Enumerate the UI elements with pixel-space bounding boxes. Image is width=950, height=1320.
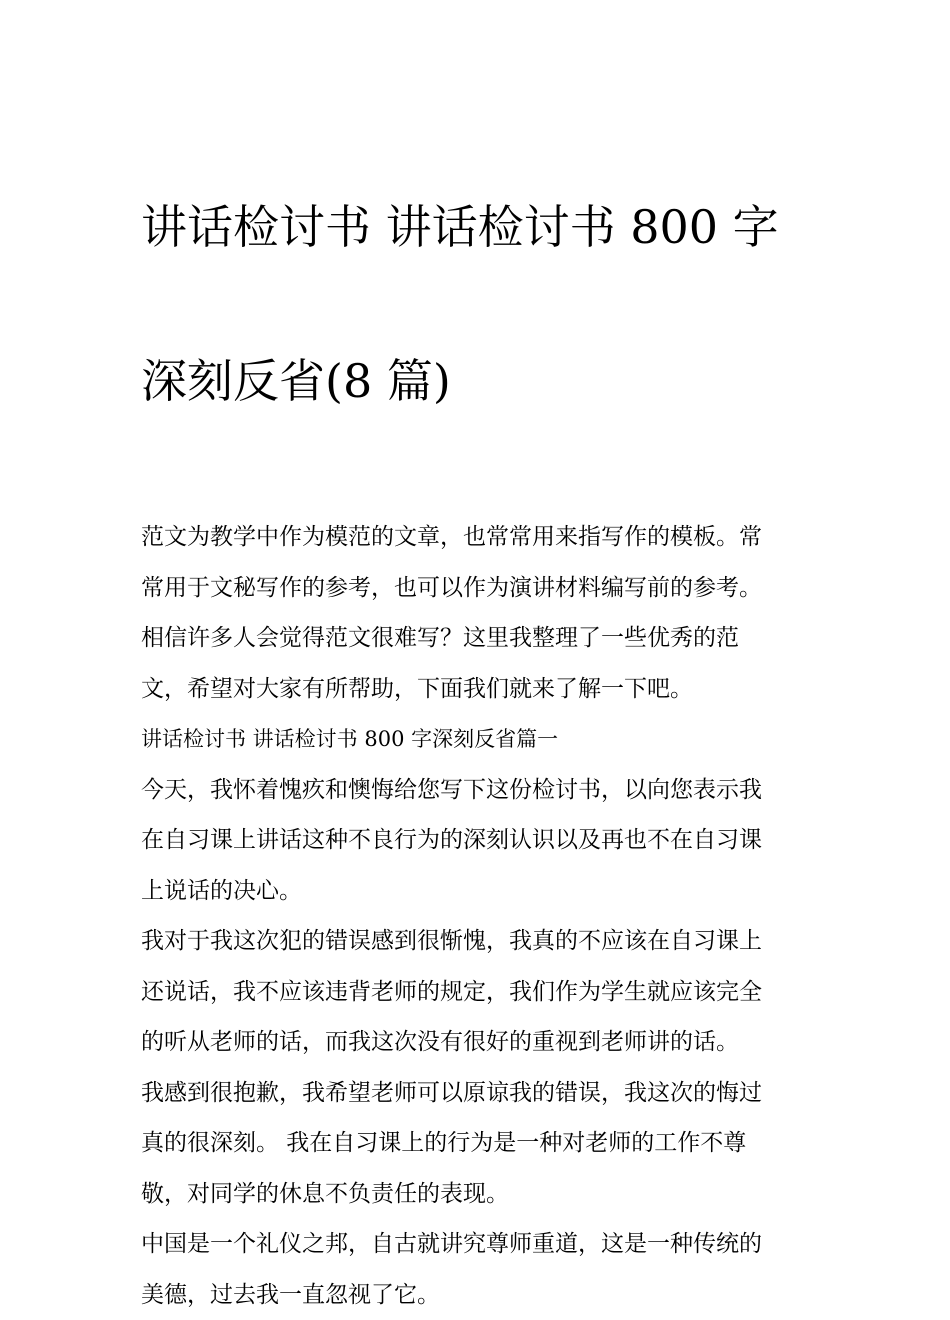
- intro-line: 文，希望对大家有所帮助，下面我们就来了解一下吧。: [141, 664, 813, 715]
- paragraph-line: 真的很深刻。 我在自习课上的行为是一种对老师的工作不尊: [141, 1118, 813, 1169]
- body-paragraph: [141, 1219, 813, 1320]
- paragraph-line: 我感到很抱歉，我希望老师可以原谅我的错误，我这次的悔过: [141, 1068, 813, 1119]
- paragraph-line: 在自习课上讲话这种不良行为的深刻认识以及再也不在自习课: [141, 815, 813, 866]
- paragraph-line: 敬，对同学的休息不负责任的表现。: [141, 1169, 813, 1220]
- paragraph-line: 今天，我怀着愧疚和懊悔给您写下这份检讨书，以向您表示我: [141, 765, 813, 816]
- paragraph-line: 美德，过去我一直忽视了它。: [141, 1270, 813, 1320]
- intro-line: 范文为教学中作为模范的文章，也常常用来指写作的模板。常: [141, 512, 813, 563]
- document-title: [141, 112, 813, 497]
- paragraph-line: 的听从老师的话，而我这次没有很好的重视到老师讲的话。: [141, 1017, 813, 1068]
- title-line: 深刻反省(8 篇): [141, 343, 813, 420]
- paragraph-line: 还说话，我不应该违背老师的规定，我们作为学生就应该完全: [141, 967, 813, 1018]
- paragraph-line: 中国是一个礼仪之邦，自古就讲究尊师重道，这是一种传统的: [141, 1219, 813, 1270]
- intro-paragraph: [141, 512, 813, 714]
- body-paragraph: [141, 916, 813, 1068]
- paragraph-line: 上说话的决心。: [141, 866, 813, 917]
- intro-line: 相信许多人会觉得范文很难写？这里我整理了一些优秀的范: [141, 613, 813, 664]
- paragraph-line: 我对于我这次犯的错误感到很惭愧，我真的不应该在自习课上: [141, 916, 813, 967]
- intro-line: 常用于文秘写作的参考，也可以作为演讲材料编写前的参考。: [141, 563, 813, 614]
- section-heading: 讲话检讨书 讲话检讨书 800 字深刻反省篇一: [141, 714, 813, 765]
- title-line: 讲话检讨书 讲话检讨书 800 字: [141, 189, 813, 266]
- document-content: [141, 112, 813, 1320]
- body-paragraph: [141, 1068, 813, 1220]
- body-paragraph: [141, 765, 813, 917]
